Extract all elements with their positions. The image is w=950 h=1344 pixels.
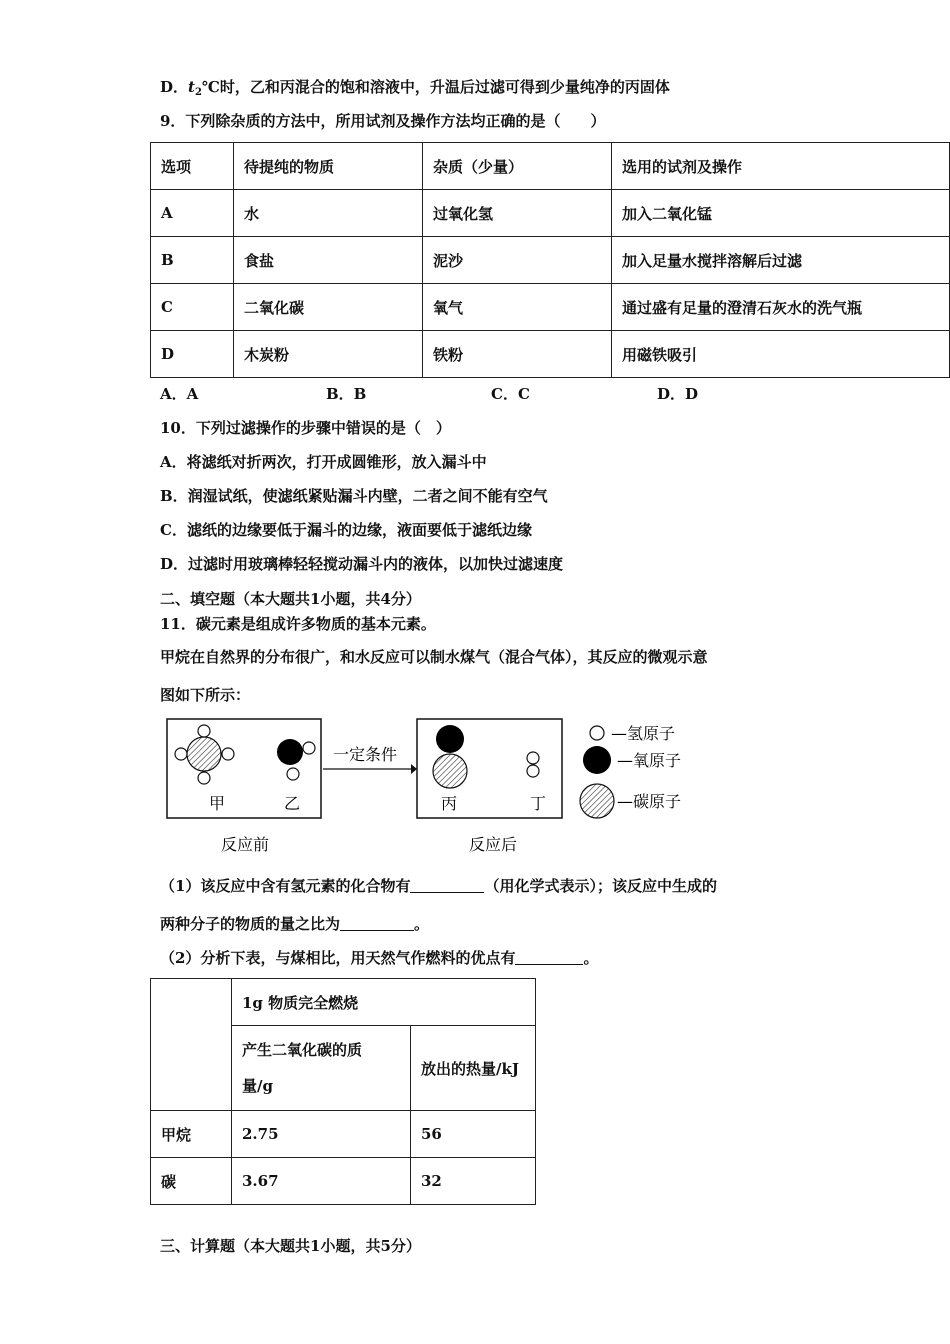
table-row [151, 284, 950, 331]
table-cell: 二氧化碳 [234, 284, 423, 331]
table-cell: B [151, 237, 234, 284]
q11-stem: 11．碳元素是组成许多物质的基本元素。 [160, 615, 436, 633]
table-row [151, 1158, 536, 1205]
part2-text-b: 。 [583, 949, 599, 967]
co-molecule [433, 725, 467, 788]
table-cell: 56 [411, 1111, 536, 1158]
q11-part1-line1 [160, 876, 717, 896]
table-cell: 泥沙 [423, 237, 612, 284]
water-molecule [277, 739, 315, 780]
q11-part1-line2 [160, 914, 429, 934]
choice-c[interactable]: C．C [491, 385, 530, 403]
header-cell: 选用的试剂及操作 [612, 143, 950, 190]
empty-corner-cell [151, 979, 232, 1111]
header-heat: 放出的热量/kJ [411, 1026, 536, 1111]
header-cell: 选项 [151, 143, 234, 190]
part1-text-d: 。 [414, 915, 430, 933]
table-cell: 32 [411, 1158, 536, 1205]
table-cell: A [151, 190, 234, 237]
table-cell: 通过盛有足量的澄清石灰水的洗气瓶 [612, 284, 950, 331]
reaction-diagram [165, 717, 705, 862]
legend-hydrogen: —氢原子 [611, 724, 676, 743]
group-header: 1g 物质完全燃烧 [232, 979, 536, 1026]
table-cell: 碳 [151, 1158, 232, 1205]
arrow-condition: 一定条件 [333, 745, 398, 764]
q10-option-c[interactable]: C．滤纸的边缘要低于漏斗的边缘，液面要低于滤纸边缘 [160, 521, 532, 539]
table-cell: D [151, 331, 234, 378]
option-letter: D． [160, 78, 189, 96]
q11-intro-line1: 甲烷在自然界的分布很广，和水反应可以制水煤气（混合气体），其反应的微观示意 [160, 648, 708, 666]
header-co2-mass [232, 1026, 411, 1111]
combustion-table [150, 978, 536, 1205]
label-ding: 丁 [530, 794, 547, 813]
section-2-title: 二、填空题（本大题共1小题，共4分） [160, 590, 421, 608]
answer-blank[interactable] [340, 914, 414, 931]
table-row [151, 237, 950, 284]
legend-carbon: —碳原子 [617, 792, 682, 811]
q10-stem: 10．下列过滤操作的步骤中错误的是（ ） [160, 419, 451, 437]
legend-oxygen: —氧原子 [617, 751, 682, 770]
table-row [151, 1111, 536, 1158]
label-yi: 乙 [284, 794, 301, 813]
choice-a[interactable]: A．A [160, 385, 199, 403]
table-row [151, 979, 536, 1026]
table-cell: 加入二氧化锰 [612, 190, 950, 237]
table-row [151, 190, 950, 237]
q10-option-a[interactable]: A．将滤纸对折两次，打开成圆锥形，放入漏斗中 [160, 453, 487, 471]
caption-before: 反应前 [221, 835, 270, 854]
answer-blank[interactable] [515, 948, 583, 965]
header-cell: 待提纯的物质 [234, 143, 423, 190]
legend [580, 724, 681, 818]
answer-blank[interactable] [410, 876, 484, 893]
table-cell: 加入足量水搅拌溶解后过滤 [612, 237, 950, 284]
table-cell: 木炭粉 [234, 331, 423, 378]
header-co2-line2: 量/g [242, 1077, 273, 1095]
h2-molecule [527, 752, 539, 777]
arrow-head [411, 764, 417, 774]
section-3-title: 三、计算题（本大题共1小题，共5分） [160, 1237, 421, 1255]
label-bing: 丙 [441, 794, 458, 813]
part1-text-c: 两种分子的物质的量之比为 [160, 915, 341, 933]
q9-table [150, 142, 950, 378]
part2-text-a: （2）分析下表，与煤相比，用天然气作燃料的优点有 [160, 949, 516, 967]
table-cell: 3.67 [232, 1158, 411, 1205]
temp-subscript: 2 [194, 87, 202, 98]
table-cell: 水 [234, 190, 423, 237]
table-cell: 氧气 [423, 284, 612, 331]
part1-text-a: （1）该反应中含有氢元素的化合物有 [160, 877, 411, 895]
temp-symbol: t [188, 78, 195, 96]
q10-option-d[interactable]: D．过滤时用玻璃棒轻轻搅动漏斗内的液体，以加快过滤速度 [160, 555, 564, 573]
part1-text-b: （用化学式表示）；该反应中生成的 [484, 877, 717, 895]
table-cell: 过氧化氢 [423, 190, 612, 237]
table-cell: C [151, 284, 234, 331]
q11-intro-line2: 图如下所示： [160, 686, 251, 704]
table-cell: 用磁铁吸引 [612, 331, 950, 378]
table-cell: 2.75 [232, 1111, 411, 1158]
caption-after: 反应后 [469, 835, 518, 854]
label-jia: 甲 [209, 794, 226, 813]
table-row [151, 331, 950, 378]
table-cell: 甲烷 [151, 1111, 232, 1158]
table-cell: 食盐 [234, 237, 423, 284]
option-text: ℃时，乙和丙混合的饱和溶液中，升温后过滤可得到少量纯净的丙固体 [201, 78, 670, 96]
choice-d[interactable]: D．D [657, 385, 699, 403]
table-cell: 铁粉 [423, 331, 612, 378]
q11-part2 [160, 948, 598, 968]
methane-molecule [175, 725, 234, 784]
q10-option-b[interactable]: B．润湿试纸，使滤纸紧贴漏斗内壁，二者之间不能有空气 [160, 487, 548, 505]
header-co2-line1: 产生二氧化碳的质 [242, 1041, 363, 1059]
choice-b[interactable]: B．B [326, 385, 367, 403]
table-header-row [151, 143, 950, 190]
q9-stem: 9．下列除杂质的方法中，所用试剂及操作方法均正确的是（ ） [160, 112, 606, 130]
q8-option-d [160, 77, 670, 103]
header-cell: 杂质（少量） [423, 143, 612, 190]
